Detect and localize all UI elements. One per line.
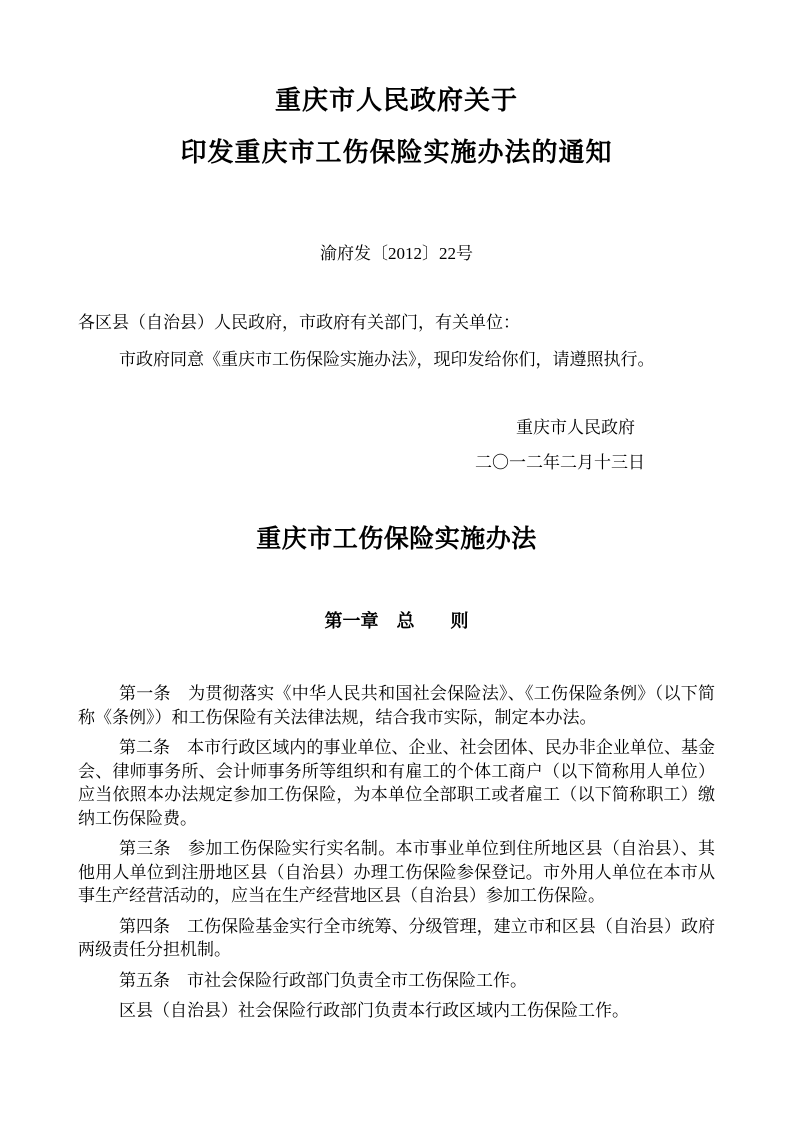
signature-date: 二〇一二年二月十三日 — [475, 453, 645, 472]
document-number: 渝府发〔2012〕22号 — [320, 244, 473, 263]
signature-issuer: 重庆市人民政府 — [516, 418, 635, 437]
article-5-paragraph: 第五条 市社会保险行政部门负责全市工伤保险工作。 — [119, 970, 527, 990]
article-1-paragraph: 第一条 为贯彻落实《中华人民共和国社会保险法》、《工伤保险条例》（以下简称《条例》）和工伤保险有关法律法规，结合我市实际，制定本办法。 — [78, 684, 715, 727]
salutation-line: 各区县（自治县）人民政府，市政府有关部门，有关单位： — [78, 313, 520, 332]
measures-title: 重庆市工伤保险实施办法 — [256, 526, 537, 553]
article-3-paragraph: 第三条 参加工伤保险实行实名制。本市事业单位到住所地区县（自治县）、其他用人单位到注册地区县（自治县）办理工伤保险参保登记。市外用人单位在本市从事生产经营活动的，应当在生产经营地区县（自治县）参加工伤保险。 — [78, 839, 715, 905]
article-5-continued-paragraph: 区县（自治县）社会保险行政部门负责本行政区域内工伤保险工作。 — [119, 1001, 629, 1020]
article-2-paragraph: 第二条 本市行政区域内的事业单位、企业、社会团体、民办非企业单位、基金会、律师事务所、会计师事务所等组织和有雇工的个体工商户（以下简称用人单位）应当依照本办法规定参加工伤保险，为本单位全部职工或者雇工（以下简称职工）缴纳工伤保险费。 — [78, 738, 715, 828]
notice-title-line2: 印发重庆市工伤保险实施办法的通知 — [180, 138, 613, 167]
chapter-1-heading: 第一章 总 则 — [324, 611, 469, 631]
notice-body-paragraph: 市政府同意《重庆市工伤保险实施办法》，现印发给你们，请遵照执行。 — [119, 349, 655, 369]
article-4-paragraph: 第四条 工伤保险基金实行全市统筹、分级管理，建立市和区县（自治县）政府两级责任分担机制。 — [78, 916, 715, 959]
notice-title — [78, 75, 715, 179]
signature-block — [78, 410, 715, 480]
notice-title-line1: 重庆市人民政府关于 — [274, 86, 518, 115]
articles-section — [78, 682, 715, 1023]
